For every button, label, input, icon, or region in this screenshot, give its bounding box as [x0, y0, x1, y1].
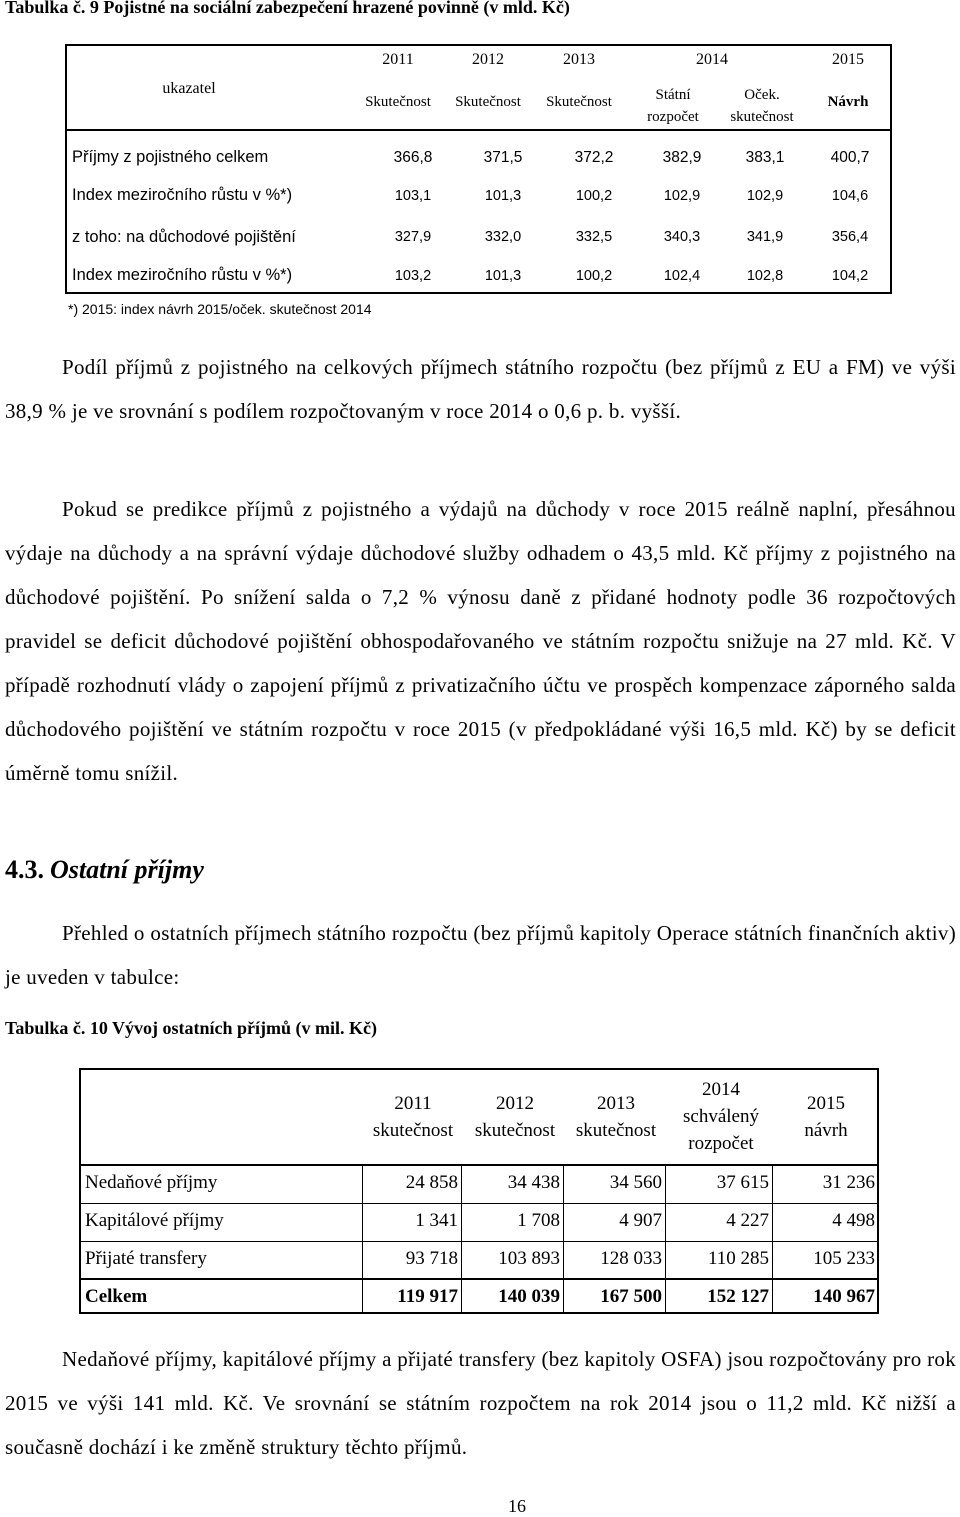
table10-row-divider: [81, 1241, 877, 1242]
table10-cell: 4 907: [619, 1210, 662, 1231]
table9-cell: 366,8: [393, 149, 433, 166]
table9-sub-2014-rozpocet: Státní rozpočet: [647, 87, 699, 125]
header-sub: skutečnost: [575, 1120, 657, 1141]
table10-row-divider: [81, 1278, 877, 1280]
table10: [79, 1068, 879, 1314]
section-title: Ostatní příjmy: [50, 855, 204, 884]
table9-cell: 102,9: [663, 188, 701, 204]
table9-row-label: Index meziročního růstu v %*): [72, 186, 293, 204]
table10-cell: 103 893: [498, 1248, 560, 1269]
table10-header-2015: [804, 1090, 847, 1144]
table10-row-label: Kapitálové příjmy: [85, 1210, 224, 1231]
table9-cell: 100,2: [575, 188, 613, 204]
table10-cell: 93 718: [405, 1248, 458, 1269]
table10-col-divider: [665, 1164, 666, 1312]
table9-cell: 104,2: [831, 268, 869, 284]
table9-sub-2011: Skutečnost: [365, 94, 431, 110]
table9-year-2013: 2013: [563, 51, 595, 68]
table9-row-label: Index meziročního růstu v %*): [72, 266, 293, 284]
table10-caption: Tabulka č. 10 Vývoj ostatních příjmů (v mil. Kč): [5, 1018, 378, 1038]
table9: [65, 44, 892, 294]
header-year: 2014: [701, 1079, 740, 1100]
table9-cell: 341,9: [746, 229, 784, 245]
table9-cell: 102,8: [746, 268, 784, 284]
table9-cell: 101,3: [484, 268, 522, 284]
table10-cell: 1 341: [415, 1210, 458, 1231]
table9-cell: 103,2: [394, 268, 432, 284]
header-year: 2015: [806, 1093, 845, 1114]
table10-cell: 31 236: [822, 1172, 875, 1193]
table10-cell: 24 858: [405, 1172, 458, 1193]
table9-cell: 100,2: [575, 268, 613, 284]
table9-sub-2013: Skutečnost: [546, 94, 612, 110]
table10-cell: 4 227: [726, 1210, 769, 1231]
paragraph-3: [5, 911, 956, 999]
section-number: 4.3.: [5, 855, 44, 884]
table9-sub-2014-ocekavana: Oček. skutečnost: [730, 87, 794, 125]
header-sub: rozpočet: [688, 1133, 754, 1154]
table10-cell: 34 560: [609, 1172, 662, 1193]
table10-cell: 128 033: [600, 1248, 662, 1269]
table10-cell: 152 127: [707, 1286, 769, 1307]
table9-header-divider: [67, 129, 890, 131]
table10-header-2012: [475, 1090, 555, 1144]
table10-cell: 119 917: [397, 1286, 458, 1307]
table9-cell: 103,1: [394, 188, 432, 204]
header-sub: skutečnost: [372, 1120, 454, 1141]
table10-cell: 34 438: [507, 1172, 560, 1193]
table9-year-2012: 2012: [472, 51, 504, 68]
table10-col-divider: [563, 1164, 564, 1312]
table9-cell: 332,0: [484, 229, 522, 245]
table10-col-divider: [461, 1164, 462, 1312]
paragraph-4: [5, 1337, 956, 1469]
table10-header-2014: [683, 1076, 759, 1157]
header-year: 2011: [394, 1093, 432, 1114]
table9-year-2014: 2014: [696, 51, 728, 68]
paragraph-1-text: Podíl příjmů z pojistného na celkových příjmech státního rozpočtu (bez příjmů z EU a FM) ve výši 38,9 % je ve srovnání s podílem rozpočtovaným v roce 2014 o 0,6 p. b. vyšší.: [5, 355, 956, 423]
table9-cell: 372,2: [574, 149, 614, 166]
table9-caption: Tabulka č. 9 Pojistné na sociální zabezpečení hrazené povinně (v mld. Kč): [5, 0, 570, 17]
header-sub: skutečnost: [474, 1120, 556, 1141]
table9-cell: 101,3: [484, 188, 522, 204]
table10-row-label: Celkem: [85, 1286, 148, 1307]
table9-cell: 356,4: [831, 229, 869, 245]
table9-cell: 332,5: [575, 229, 613, 245]
table10-header-2011: [373, 1090, 453, 1144]
table10-cell: 167 500: [600, 1286, 662, 1307]
table9-row-label: z toho: na důchodové pojištění: [72, 228, 296, 246]
table10-row-divider: [81, 1203, 877, 1204]
table9-cell: 371,5: [483, 149, 523, 166]
table10-col-divider: [772, 1164, 773, 1312]
table10-header-2013: [576, 1090, 656, 1144]
table10-cell: 4 498: [832, 1210, 875, 1231]
table10-col-divider: [362, 1164, 363, 1312]
table9-cell: 102,9: [746, 188, 784, 204]
table10-cell: 1 708: [517, 1210, 560, 1231]
paragraph-1: [5, 345, 956, 433]
table9-cell: 327,9: [394, 229, 432, 245]
paragraph-2: [5, 487, 956, 795]
table10-cell: 140 039: [498, 1286, 560, 1307]
table9-note: *) 2015: index návrh 2015/oček. skutečnost 2014: [68, 301, 372, 317]
header-year: 2013: [597, 1093, 635, 1114]
table9-row-label: Příjmy z pojistného celkem: [72, 148, 269, 166]
table9-cell: 400,7: [830, 149, 870, 166]
header-sub: schválený: [683, 1106, 759, 1127]
table9-sub-2015: Návrh: [827, 94, 869, 110]
table10-cell: 37 615: [716, 1172, 769, 1193]
table9-cell: 104,6: [831, 188, 869, 204]
paragraph-2-text: Pokud se predikce příjmů z pojistného a výdajů na důchody v roce 2015 reálně naplní, přesáhnou výdaje na důchody a na správní výdaje důchodové služby odhadem o 43,5 mld. Kč příjmy z pojistného na důchodové pojištění. Po snížení salda o 7,2 % výnosu daně z přidané hodnoty podle 36 rozpočtových pravidel se deficit důchodové pojištění obhospodařovaného ve státním rozpočtu snižuje na 27 mld. Kč. V případě rozhodnutí vlády o zapojení příjmů z privatizačního účtu ve prospěch kompenzace záporného salda důchodového pojištění ve státním rozpočtu v roce 2015 (v předpokládané výši 16,5 mld. Kč) by se deficit úměrně tomu snížil.: [5, 497, 956, 785]
table10-row-label: Přijaté transfery: [85, 1248, 207, 1269]
table10-cell: 110 285: [707, 1248, 769, 1269]
page-number: 16: [508, 1496, 526, 1516]
table9-cell: 340,3: [663, 229, 701, 245]
table9-header-label: ukazatel: [162, 80, 216, 97]
paragraph-4-text: Nedaňové příjmy, kapitálové příjmy a přijaté transfery (bez kapitoly OSFA) jsou rozpočtovány pro rok 2015 ve výši 141 mld. Kč. Ve srovnání se státním rozpočtem na rok 2014 jsou o 11,2 mld. Kč nižší a současně dochází i ke změně struktury těchto příjmů.: [5, 1347, 956, 1459]
table9-year-2015: 2015: [832, 51, 864, 68]
table9-year-2011: 2011: [382, 51, 414, 68]
table10-header-divider: [81, 1164, 877, 1166]
table9-cell: 382,9: [662, 149, 702, 166]
section-heading: [5, 855, 204, 885]
table10-cell: 140 967: [813, 1286, 875, 1307]
table9-sub-2012: Skutečnost: [455, 94, 521, 110]
table9-cell: 383,1: [745, 149, 785, 166]
header-sub: návrh: [804, 1120, 848, 1141]
header-year: 2012: [496, 1093, 534, 1114]
table9-cell: 102,4: [663, 268, 701, 284]
table10-cell: 105 233: [813, 1248, 875, 1269]
table10-row-label: Nedaňové příjmy: [85, 1172, 218, 1193]
paragraph-3-text: Přehled o ostatních příjmech státního rozpočtu (bez příjmů kapitoly Operace státních finančních aktiv) je uveden v tabulce:: [5, 921, 956, 989]
